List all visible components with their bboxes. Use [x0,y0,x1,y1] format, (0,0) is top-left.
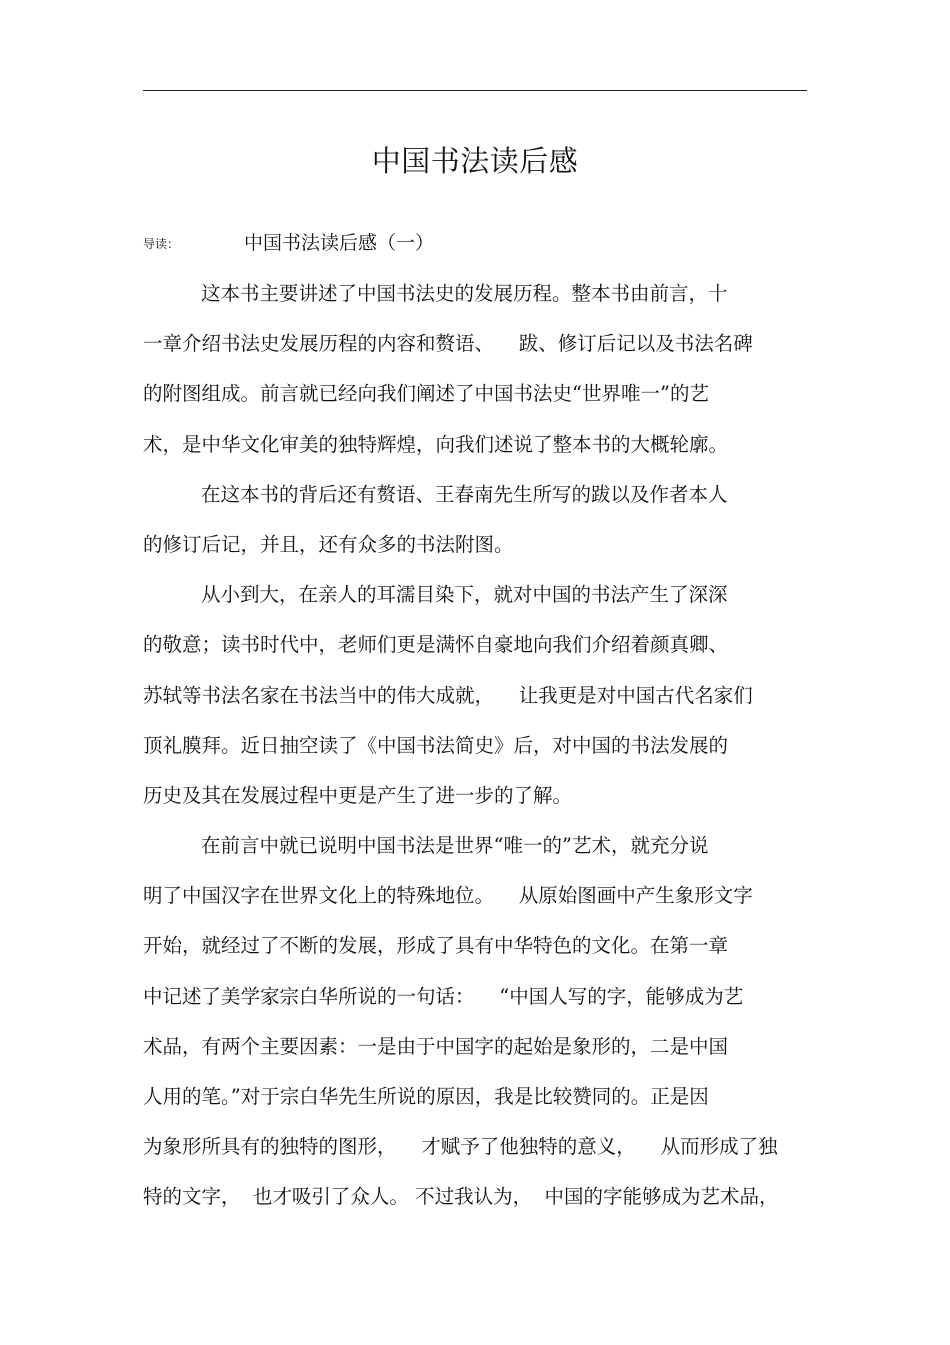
text-line: 的敬意；读书时代中，老师们更是满怀自豪地向我们介绍着颜真卿、 [143,633,729,657]
text-line: 从小到大，在亲人的耳濡目染下，就对中国的书法产生了深深 [201,583,728,607]
guide-label: 导读： [143,237,180,251]
text-line: 在这本书的背后还有赘语、王春南先生所写的跋以及作者本人 [201,482,728,506]
document-title: 中国书法读后感 [371,144,579,178]
text-line: 人用的笔。”对于宗白华先生所说的原因，我是比较赞同的。正是因 [143,1085,709,1108]
text-line: 为象形所具有的独特的图形， 才赋予了他独特的意义， 从而形成了独 [143,1135,778,1159]
guide-subtitle: 中国书法读后感（一） [244,232,435,254]
text-line: 顶礼膜拜。近日抽空读了《中国书法简史》后，对中国的书法发展的 [143,733,729,757]
text-line: 的附图组成。前言就已经向我们阐述了中国书法史“世界唯一”的艺 [143,382,709,406]
text-line: 苏轼等书法名家在书法当中的伟大成就， 让我更是对中国古代名家们 [143,683,753,707]
text-line: 特的文字， 也才吸引了众人。 不过我认为， 中国的字能够成为艺术品， [143,1185,779,1209]
text-line: 明了中国汉字在世界文化上的特殊地位。 从原始图画中产生象形文字 [143,884,753,908]
text-line: 中记述了美学家宗白华所说的一句话： “中国人写的字，能够成为艺 [143,984,744,1008]
text-line: 术，是中华文化审美的独特辉煌，向我们述说了整本书的大概轮廓。 [143,432,729,456]
guide-row [143,228,807,260]
text-line: 这本书主要讲述了中国书法史的发展历程。整本书由前言，十 [201,282,728,305]
text-line: 历史及其在发展过程中更是产生了进一步的了解。 [143,783,573,807]
header-rule [143,90,807,91]
text-line: 术品，有两个主要因素：一是由于中国字的起始是象形的，二是中国 [143,1034,729,1058]
text-line: 一章介绍书法史发展历程的内容和赘语、 跋、修订后记以及书法名碑 [143,332,753,356]
text-line: 在前言中就已说明中国书法是世界“唯一的”艺术，就充分说 [201,834,709,858]
text-line: 开始，就经过了不断的发展，形成了具有中华特色的文化。在第一章 [143,934,729,958]
text-line: 的修订后记，并且，还有众多的书法附图。 [143,532,514,556]
body-text [143,277,807,1231]
